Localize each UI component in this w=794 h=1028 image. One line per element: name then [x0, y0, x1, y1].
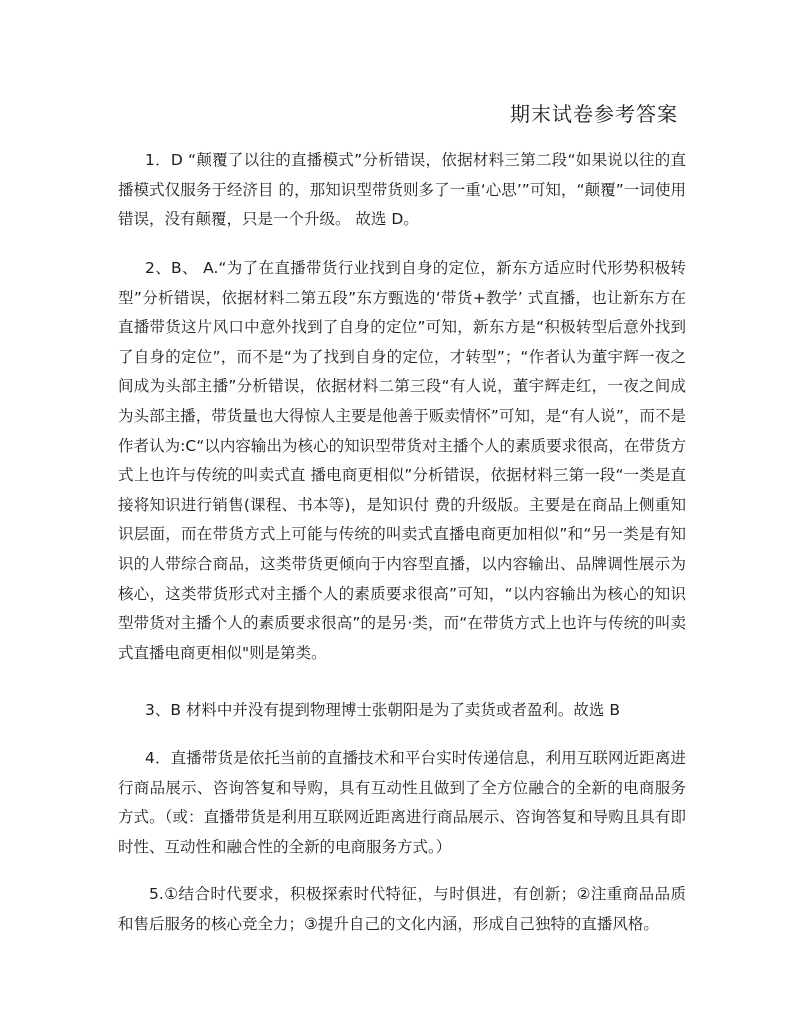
answer-5: 5.①结合时代要求，积极探索时代特征，与时俱进，有创新；②注重商品品质和售后服务的核心竞全力；③提升自己的文化内涵，形成自己独特的直播风格。	[118, 885, 686, 933]
document-title: 期末试卷参考答案	[510, 102, 678, 126]
answer-2: 2、B、 A.“为了在直播带货行业找到自身的定位，新东方适应时代形势积极转型”分析错误，依据材料二第五段”东方甄选的‘带货+教学’ 式直播，也让新东方在直播带货这片风口中意外找到了自身的定位”可知，新东方是“积极转型后意外找到了自身的定位”，而不是“为了找到自身的定位，才转型”；“作者认为董宇辉一夜之间成为头部主播”分析错误，依据材料二第三段“有人说，董宇辉走红，一夜之间成为头部主播，带货量也大得惊人主要是他善于贩卖情怀”可知，是“有人说”，而不是作者认为:C“以内容输出为核心的知识型带货对主播个人的素质要求很高，在带货方式上也许与传统的叫卖式直 播电商更相似”分析错误，依据材料三第一段“一类是直接将知识进行销售(课程、书本等)，是知识付 费的升级版。主要是在商品上侧重知识层面，而在带货方式上可能与传统的叫卖式直播电商更加相似”和“另一类是有知识的人带综合商品，这类带货更倾向于内容型直播，以内容输出、品牌调性展示为核心，这类带货形式对主播个人的素质要求很高”可知，“以内容输出为核心的知识型带货对主播个人的素质要求很高”的是另·类，而“在带货方式上也许与传统的叫卖式直播电商更相似"则是第类。	[118, 259, 686, 662]
answer-1: 1．D “颠覆了以往的直播模式”分析错误，依据材料三第二段“如果说以往的直播模式仅服务于经济目 的，那知识型带货则多了一重‘心思’”可知，“颠覆”一词使用错误，没有颠覆，只是一个升级。 故选 D。	[118, 151, 686, 229]
answer-4: 4．直播带货是依托当前的直播技术和平台实时传递信息，利用互联网近距离进行商品展示、咨询答复和导购，具有互动性且做到了全方位融合的全新的电商服务方式。（或：直播带货是利用互联网近距离进行商品展示、咨询答复和导购且具有即时性、互动性和融合性的全新的电商服务方式。）	[118, 749, 686, 856]
answer-3: 3、B 材料中并没有提到物理博士张朝阳是为了卖货或者盈利。故选 B	[145, 701, 620, 719]
